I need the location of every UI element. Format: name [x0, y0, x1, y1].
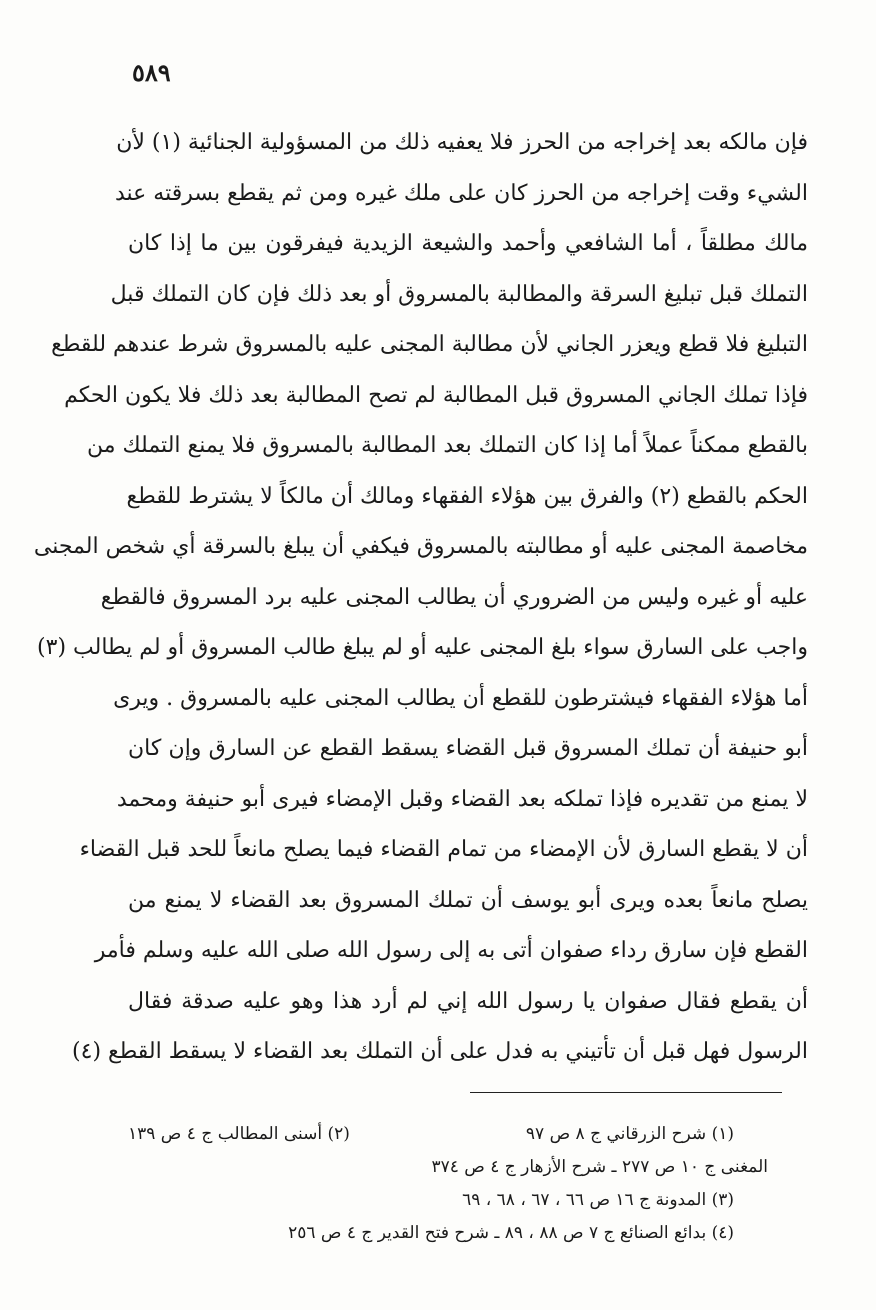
text-line: أما هؤلاء الفقهاء فيشترطون للقطع أن يطالب المجنى عليه بالمسروق . ويرى: [113, 685, 808, 711]
text-line: واجب على السارق سواء بلغ المجنى عليه أو لم يبلغ طالب المسروق أو لم يطالب (٣): [37, 635, 808, 660]
text-line: لا يمنع من تقديره فإذا تملكه بعد القضاء وقبل الإمضاء فيرى أبو حنيفة ومحمد: [116, 786, 808, 812]
text-line: يصلح مانعاً بعده ويرى أبو يوسف أن تملك المسروق بعد القضاء لا يمنع من: [128, 887, 808, 913]
text-line: عليه أو غيره وليس من الضروري أن يطالب المجنى عليه برد المسروق فالقطع: [100, 584, 808, 610]
text-line: أن يقطع فقال صفوان يا رسول الله إني لم أرد هذا وهو عليه صدقة فقال: [128, 988, 808, 1014]
footnotes-block: [128, 1118, 768, 1250]
footnote-1: (١) شرح الزرقاني ج ٨ ص ٩٧: [525, 1124, 734, 1144]
text-line: الشيء وقت إخراجه من الحرز كان على ملك غيره ومن ثم يقطع بسرقته عند: [114, 180, 808, 206]
text-line: فإذا تملك الجاني المسروق قبل المطالبة لم تصح المطالبة بعد ذلك فلا يكون الحكم: [64, 382, 808, 408]
text-line: الحكم بالقطع (٢) والفرق بين هؤلاء الفقهاء ومالك أن مالكاً لا يشترط للقطع: [126, 483, 808, 509]
text-line: بالقطع ممكناً عملاً أما إذا كان التملك بعد المطالبة بالمسروق فلا يمنع التملك من: [86, 433, 808, 458]
text-line: فإن مالكه بعد إخراجه من الحرز فلا يعفيه ذلك من المسؤولية الجنائية (١) لأن: [116, 130, 808, 155]
text-line: التملك قبل تبليغ السرقة والمطالبة بالمسروق أو بعد ذلك فإن كان التملك قبل: [110, 281, 808, 307]
footnote-2-continued: المغنى ج ١٠ ص ٢٧٧ ـ شرح الأزهار ج ٤ ص ٣٧٤: [431, 1157, 768, 1177]
footnote-2: (٢) أسنى المطالب ج ٤ ص ١٣٩: [128, 1124, 350, 1144]
footnote-separator: [470, 1092, 782, 1093]
text-line: مخاصمة المجنى عليه أو مطالبته بالمسروق فيكفي أن يبلغ بالسرقة أي شخص المجنى: [33, 534, 808, 559]
footnote-3: (٣) المدونة ج ١٦ ص ٦٦ ، ٦٧ ، ٦٨ ، ٦٩: [462, 1190, 734, 1210]
main-text-block: [33, 118, 808, 1078]
text-line: القطع فإن سارق رداء صفوان أتى به إلى رسول الله صلى الله عليه وسلم فأمر: [94, 938, 808, 963]
text-line: مالك مطلقاً ، أما الشافعي وأحمد والشيعة الزيدية فيفرقون بين ما إذا كان: [128, 231, 808, 256]
page-number: ٥٨٩: [132, 58, 171, 87]
footnote-4: (٤) بدائع الصنائع ج ٧ ص ٨٨ ، ٨٩ ـ شرح فتح القدير ج ٤ ص ٢٥٦: [288, 1223, 734, 1243]
text-line: التبليغ فلا قطع ويعزر الجاني لأن مطالبة المجنى عليه بالمسروق شرط عندهم للقطع: [51, 332, 808, 357]
text-line: الرسول فهل قبل أن تأتيني به فدل على أن التملك بعد القضاء لا يسقط القطع (٤): [72, 1039, 808, 1064]
footnote-line: [128, 1118, 768, 1151]
text-line: أبو حنيفة أن تملك المسروق قبل القضاء يسقط القطع عن السارق وإن كان: [128, 736, 808, 761]
text-line: أن لا يقطع السارق لأن الإمضاء من تمام القضاء فيما يصلح مانعاً للحد قبل القضاء: [79, 837, 808, 862]
